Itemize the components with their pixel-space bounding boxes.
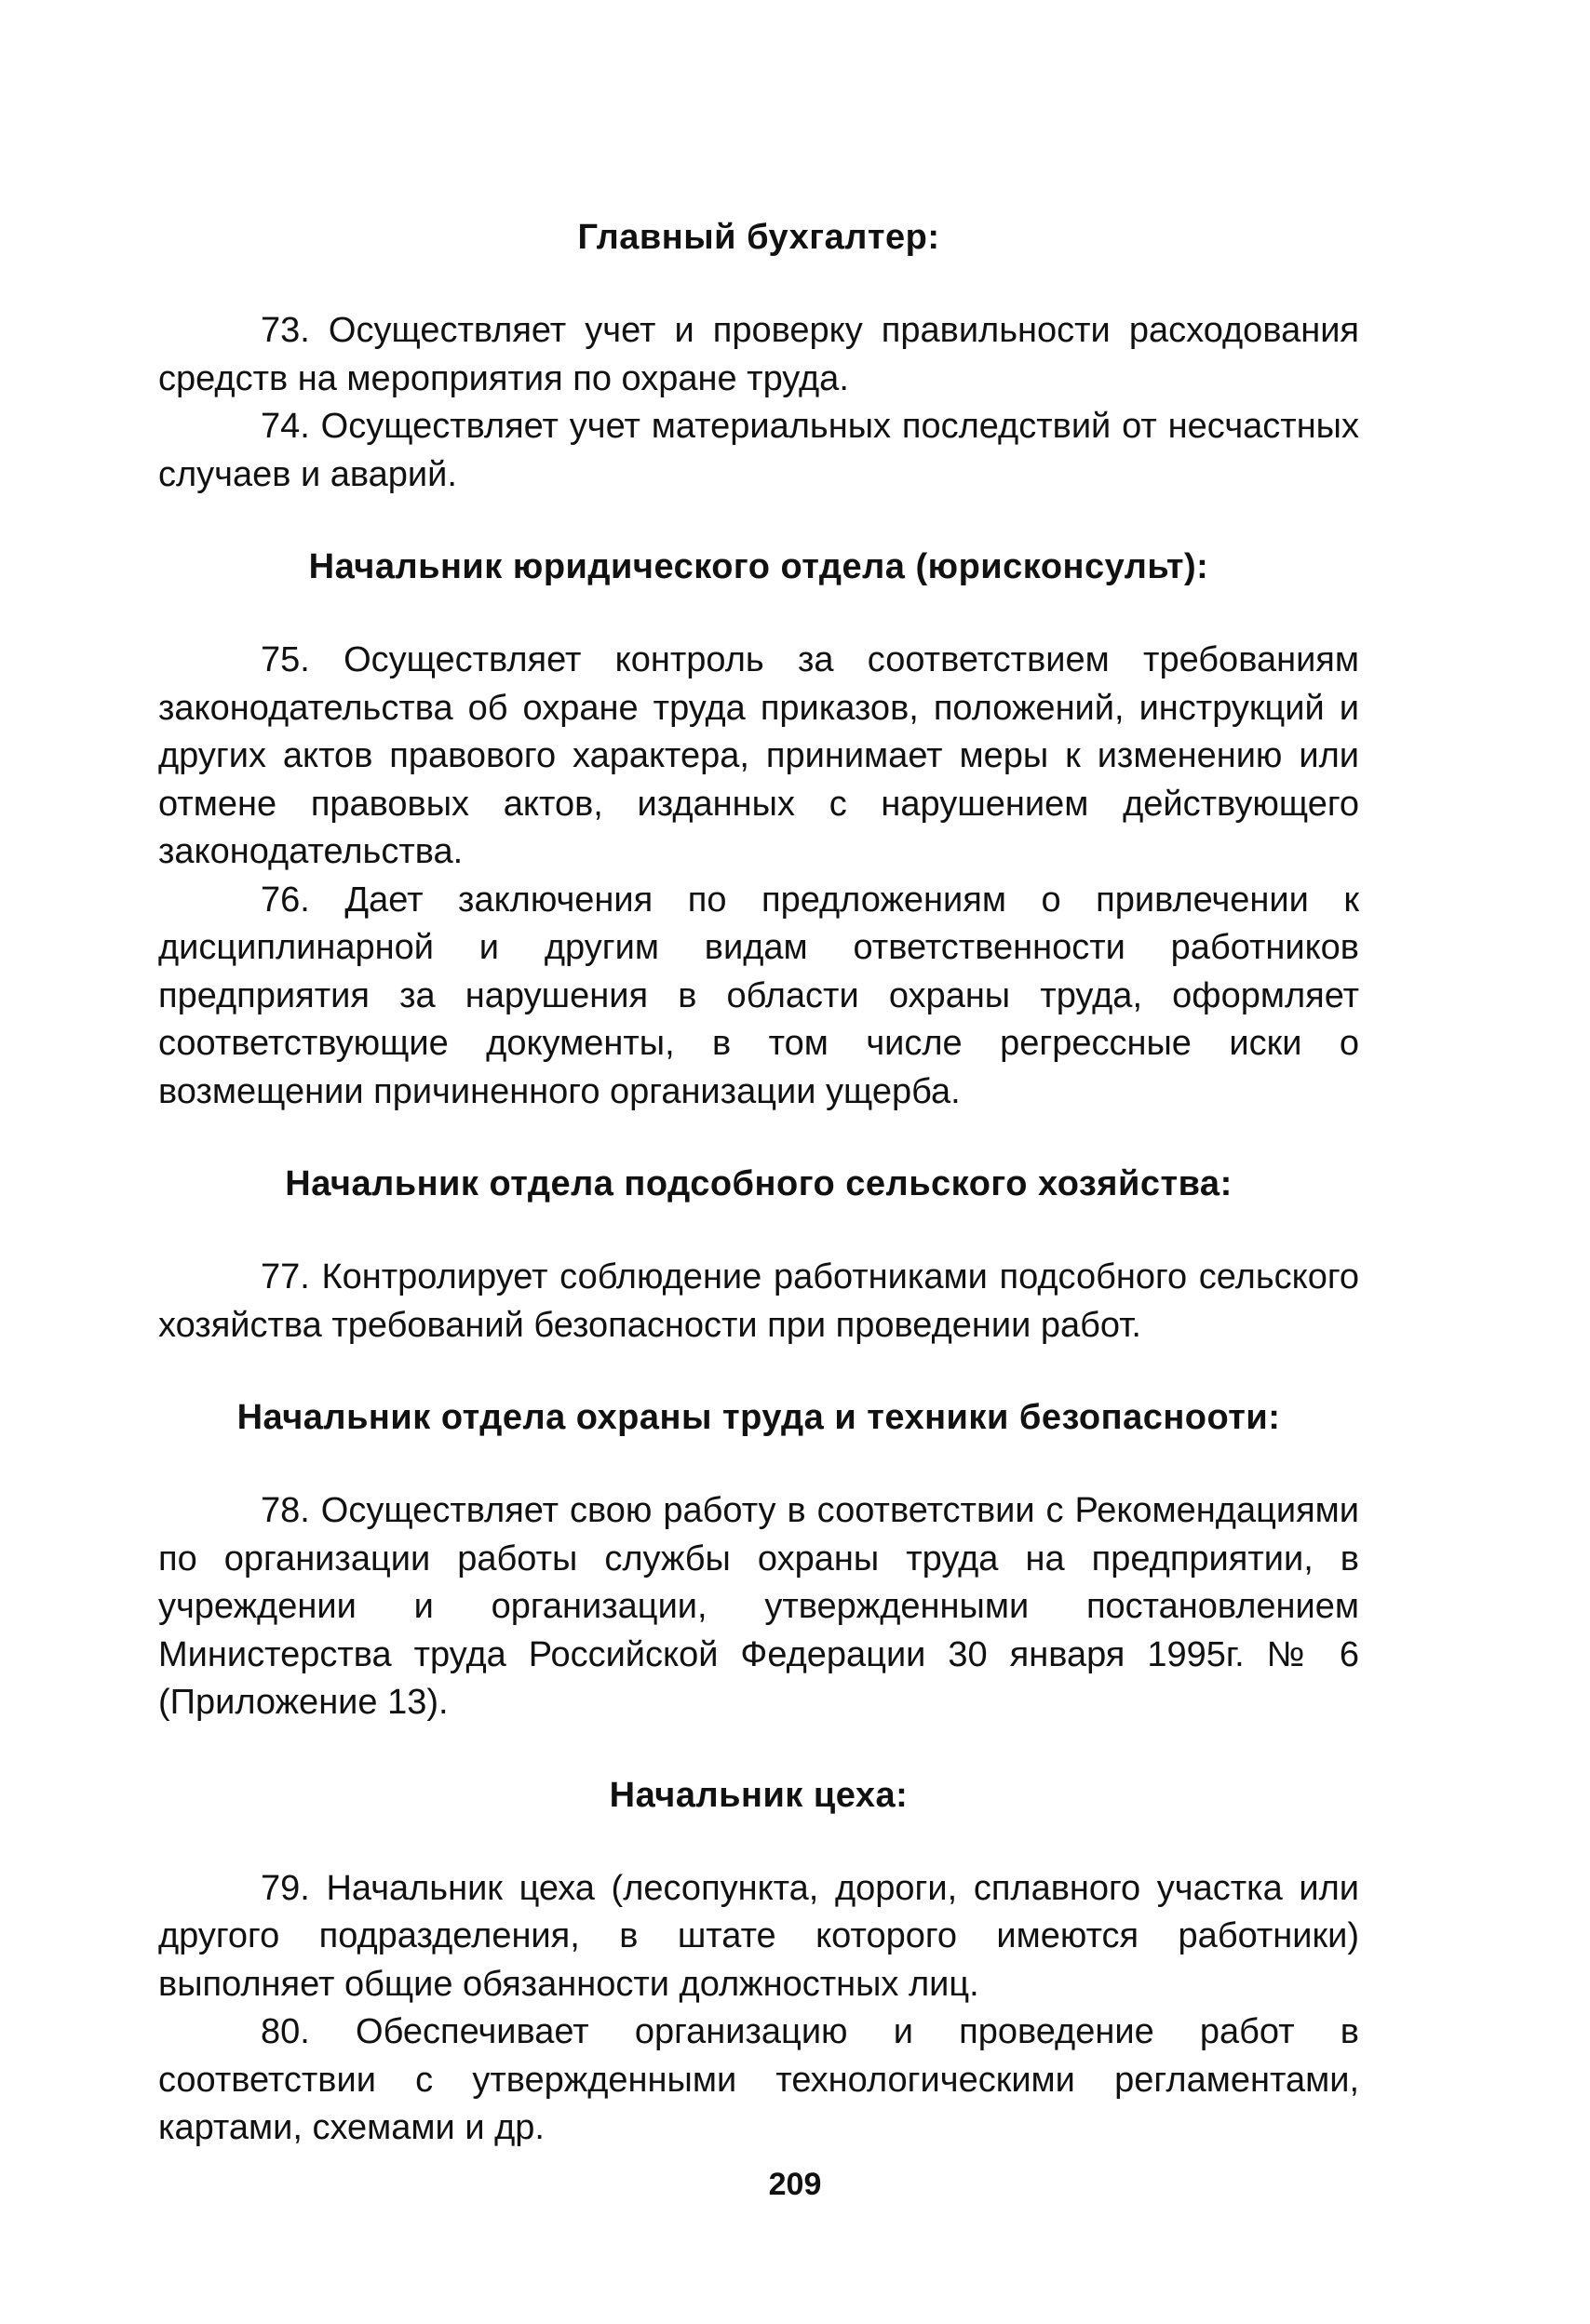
paragraph-75: 75. Осуществляет контроль за соответствием требованиям законодательства об охране труда приказов, положений, инструкций и других актов правового характера, принимает меры к изменению или отмене правовых актов, изданных с нарушением действующего законодательства. xyxy=(158,640,1359,871)
section-heading-workshop-head: Начальник цеха: xyxy=(609,1775,909,1815)
paragraph-73: 73. Осуществляет учет и проверку правильности расходования средств на мероприятия по охране труда. xyxy=(158,311,1359,398)
paragraph-76: 76. Дает заключения по предложениям о привлечении к дисциплинарной и другим видам ответственности работников предприятия за нарушения в области охраны труда, оформляет соответствующие документы, в том числе регрессные иски о возмещении причиненного организации ущерба. xyxy=(158,880,1359,1111)
paragraph-77: 77. Контролирует соблюдение работниками подсобного сельского хозяйства требований безопасности при проведении работ. xyxy=(158,1257,1359,1345)
section-heading-legal-department: Начальник юридического отдела (юрисконсульт): xyxy=(308,547,1209,586)
paragraph-79: 79. Начальник цеха (лесопункта, дороги, сплавного участка или другого подразделения, в штате которого имеются работники) выполняет общие обязанности должностных лиц. xyxy=(158,1868,1359,2004)
section-heading-labor-safety: Начальник отдела охраны труда и техники безопаснооти: xyxy=(236,1398,1281,1437)
paragraph-80: 80. Обеспечивает организацию и проведение работ в соответствии с утвержденными технологическими регламентами, картами, схемами и др. xyxy=(158,2012,1359,2147)
page-number: 209 xyxy=(768,2167,822,2202)
page-content xyxy=(158,212,1359,2153)
section-heading-subsidiary-farming: Начальник отдела подсобного сельского хозяйства: xyxy=(285,1164,1233,1203)
section-heading-chief-accountant: Главный бухгалтер: xyxy=(577,218,940,257)
paragraph-74: 74. Осуществляет учет материальных последствий от несчастных случаев и аварий. xyxy=(158,407,1359,494)
paragraph-78: 78. Осуществляет свою работу в соответствии с Рекомендациями по организации работы службы охраны труда на предприятии, в учреждении и организации, утвержденными постановлением Министерства труда Российской Федерации 30 января 1995г. № 6 (Приложение 13). xyxy=(158,1491,1359,1722)
